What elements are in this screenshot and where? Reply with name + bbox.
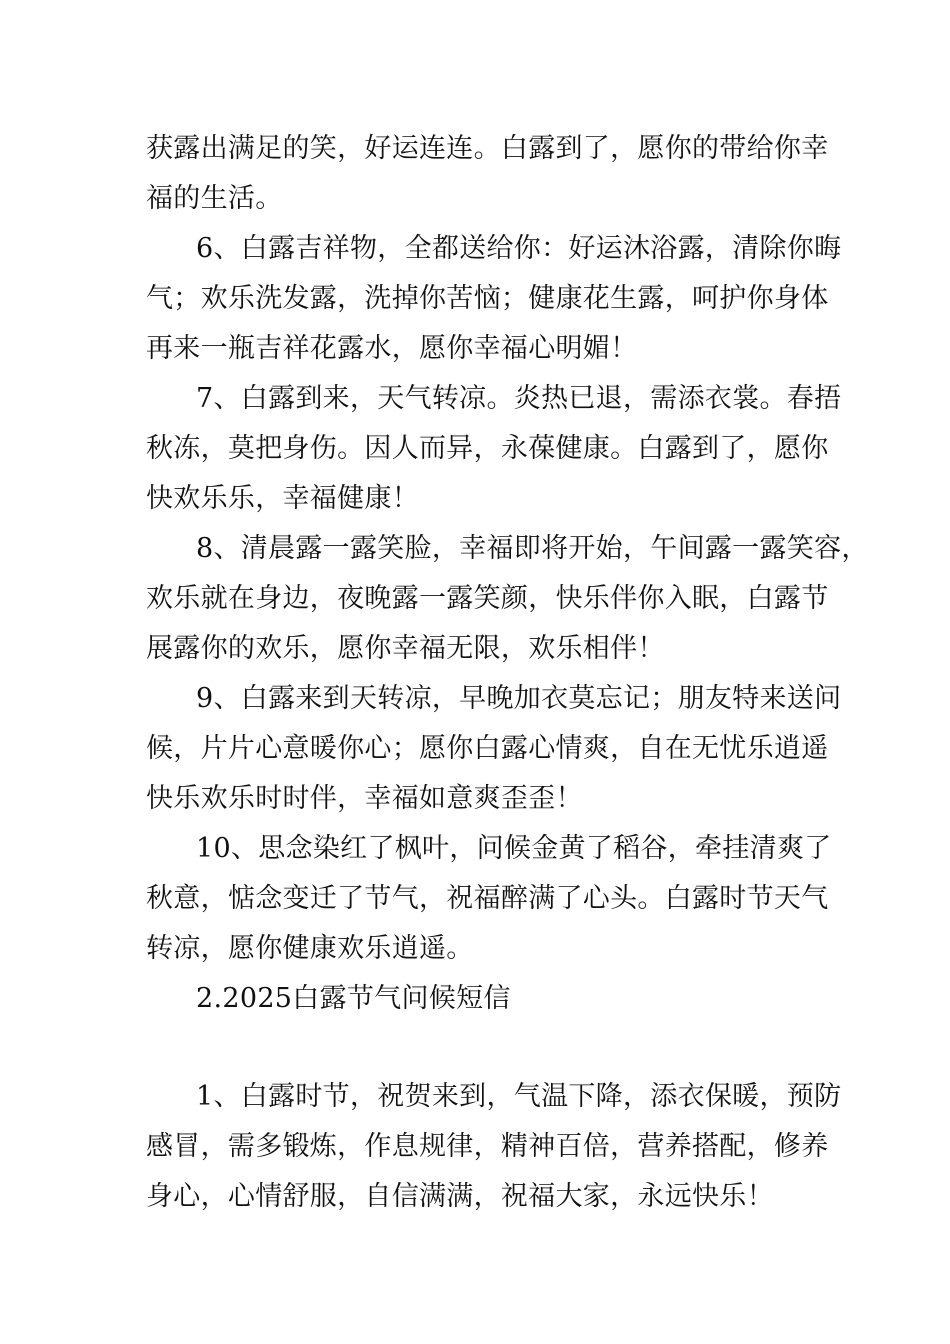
text-line: 身心，心情舒服，自信满满，祝福大家，永远快乐！ (146, 1181, 774, 1212)
text-line: 候，片片心意暖你心；愿你白露心情爽，自在无忧乐逍遥 (146, 733, 829, 764)
text-line: 再来一瓶吉祥花露水，愿你幸福心明媚！ (146, 333, 638, 364)
text-line: 欢乐就在身边，夜晚露一露笑颜，快乐伴你入眠，白露节 (146, 583, 829, 614)
text-line: 感冒，需多锻炼，作息规律，精神百倍，营养搭配，修养 (146, 1131, 829, 1162)
text-line: 8、清晨露一露笑脸，幸福即将开始，午间露一露笑容， (196, 533, 869, 564)
text-line: 秋意，惦念变迁了节气，祝福醉满了心头。白露时节天气 (146, 883, 829, 914)
text-line: 转凉，愿你健康欢乐逍遥。 (146, 933, 474, 964)
text-line: 10、思念染红了枫叶，问候金黄了稻谷，牵挂清爽了 (196, 833, 832, 864)
section-heading: 2.2025白露节气问候短信 (196, 983, 511, 1014)
text-line: 气；欢乐洗发露，洗掉你苦恼；健康花生露，呵护你身体 (146, 283, 829, 314)
text-line: 获露出满足的笑，好运连连。白露到了，愿你的带给你幸 (146, 133, 829, 164)
text-line: 秋冻，莫把身伤。因人而异，永葆健康。白露到了，愿你 (146, 433, 829, 464)
text-line: 展露你的欢乐，愿你幸福无限，欢乐相伴！ (146, 633, 665, 664)
text-line: 6、白露吉祥物，全都送给你：好运沐浴露，清除你晦 (196, 233, 842, 264)
text-line: 7、白露到来，天气转凉。炎热已退，需添衣裳。春捂 (196, 383, 842, 414)
text-line: 快乐欢乐时时伴，幸福如意爽歪歪！ (146, 783, 583, 814)
text-line: 快欢乐乐，幸福健康！ (146, 483, 419, 514)
text-line: 1、白露时节，祝贺来到，气温下降，添衣保暖，预防 (196, 1081, 842, 1112)
text-line: 9、白露来到天转凉，早晚加衣莫忘记；朋友特来送问 (196, 683, 842, 714)
text-line: 福的生活。 (146, 183, 283, 214)
